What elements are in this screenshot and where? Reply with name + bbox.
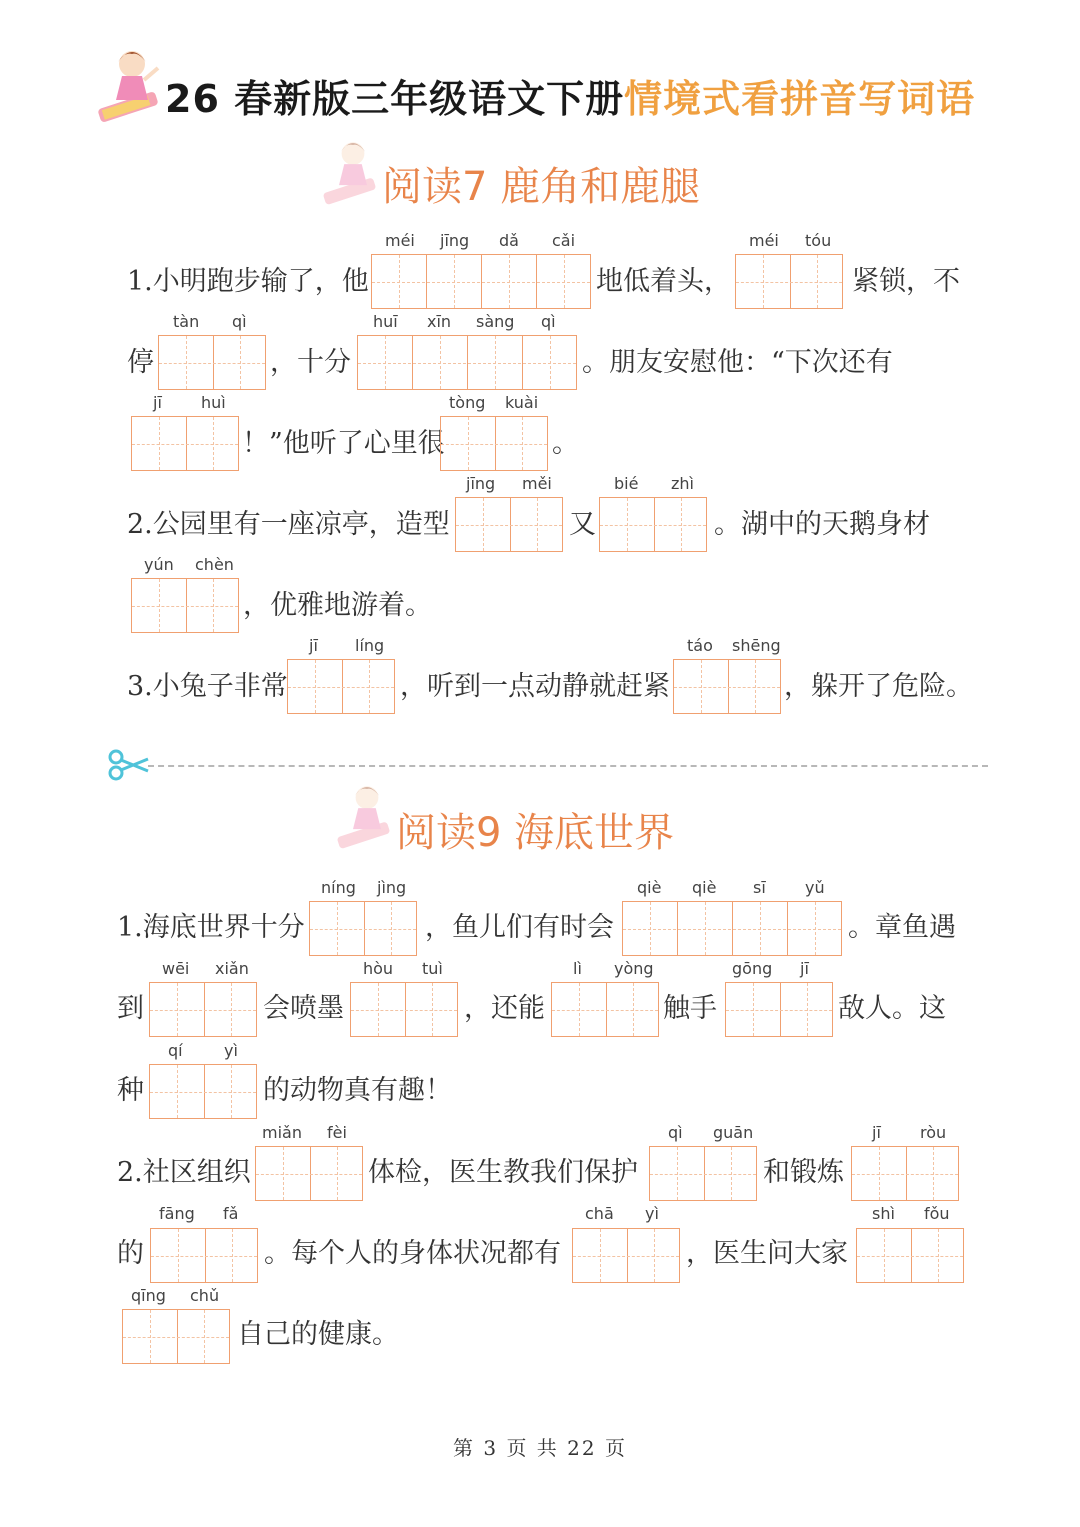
pinyin-label: shēng — [732, 636, 781, 655]
pinyin-label: fèi — [327, 1123, 347, 1142]
pinyin-label: miǎn — [262, 1123, 302, 1142]
pinyin-label: jī — [800, 959, 809, 978]
sentence-text: ，躲开了危险。 — [784, 671, 973, 702]
answer-box[interactable] — [622, 901, 842, 956]
section-title: 阅读7 鹿角和鹿腿 — [382, 164, 701, 210]
sentence-text: 3.小兔子非常 — [127, 671, 288, 702]
sentence-text: 和锻炼 — [763, 1157, 844, 1188]
pinyin-label: méi — [385, 231, 415, 250]
sentence-text: 敌人。这 — [838, 993, 946, 1024]
page-number: 第 3 页 共 22 页 — [453, 1436, 627, 1460]
pinyin-label: qiè — [692, 878, 717, 897]
pinyin-label: chā — [585, 1204, 614, 1223]
pinyin-label: fǒu — [924, 1204, 950, 1223]
pinyin-label: chèn — [195, 555, 234, 574]
sentence-text: 体检，医生教我们保护 — [368, 1157, 638, 1188]
answer-box[interactable] — [735, 254, 843, 309]
answer-box[interactable] — [287, 659, 395, 714]
pinyin-label: dǎ — [499, 231, 519, 250]
sentence-text: 。每个人的身体状况都有 — [264, 1238, 561, 1269]
answer-box[interactable] — [255, 1146, 363, 1201]
pinyin-label: fāng — [159, 1204, 195, 1223]
answer-box[interactable] — [455, 497, 563, 552]
answer-box[interactable] — [131, 416, 239, 471]
pinyin-label: jī — [872, 1123, 881, 1142]
section-title: 阅读9 海底世界 — [396, 810, 675, 856]
pinyin-label: qì — [541, 312, 556, 331]
pinyin-label: jīng — [440, 231, 470, 250]
sentence-text: 紧锁，不 — [852, 266, 960, 297]
sentence-text: 又 — [569, 509, 596, 540]
pinyin-label: fǎ — [223, 1204, 239, 1223]
pinyin-label: qì — [668, 1123, 683, 1142]
scissors-icon — [108, 749, 152, 781]
answer-box[interactable] — [150, 1228, 258, 1283]
girl-on-pencil-icon — [318, 132, 388, 212]
sentence-text: 地低着头， — [596, 266, 731, 297]
girl-on-pencil-icon — [332, 776, 402, 856]
pinyin-label: guān — [713, 1123, 754, 1142]
pinyin-label: jī — [153, 393, 162, 412]
sentence-text: 。朋友安慰他：“下次还有 — [582, 347, 893, 378]
pinyin-label: wēi — [162, 959, 190, 978]
pinyin-label: sàng — [476, 312, 515, 331]
pinyin-label: qí — [168, 1041, 183, 1060]
pinyin-label: yún — [144, 555, 174, 574]
answer-box[interactable] — [649, 1146, 757, 1201]
pinyin-label: táo — [687, 636, 713, 655]
answer-box[interactable] — [149, 982, 257, 1037]
pinyin-label: ròu — [920, 1123, 947, 1142]
answer-box[interactable] — [122, 1309, 230, 1364]
pinyin-label: qīng — [131, 1286, 166, 1305]
pinyin-label: yì — [645, 1204, 659, 1223]
pinyin-label: měi — [522, 474, 552, 493]
answer-box[interactable] — [856, 1228, 964, 1283]
sentence-text: 会喷墨 — [263, 993, 344, 1024]
pinyin-label: tóu — [805, 231, 832, 250]
answer-box[interactable] — [357, 335, 577, 390]
cut-line-divider — [148, 765, 988, 767]
pinyin-label: jìng — [377, 878, 407, 897]
pinyin-label: líng — [355, 636, 385, 655]
sentence-text: 种 — [117, 1075, 144, 1106]
sentence-text: ，优雅地游着。 — [243, 590, 432, 621]
title-highlight: 情境式看拼音写词语 — [624, 77, 976, 121]
pinyin-label: qiè — [637, 878, 662, 897]
pinyin-label: níng — [321, 878, 356, 897]
sentence-text: ，还能 — [464, 993, 545, 1024]
sentence-text: ，医生问大家 — [686, 1238, 848, 1269]
pinyin-label: huī — [373, 312, 398, 331]
pinyin-label: huì — [201, 393, 226, 412]
answer-box[interactable] — [599, 497, 707, 552]
answer-box[interactable] — [149, 1064, 257, 1119]
pinyin-label: yǔ — [805, 878, 825, 897]
pinyin-label: yòng — [614, 959, 654, 978]
answer-box[interactable] — [371, 254, 591, 309]
pinyin-label: chǔ — [190, 1286, 220, 1305]
sentence-text: 。章鱼遇 — [848, 912, 956, 943]
answer-box[interactable] — [440, 416, 548, 471]
answer-box[interactable] — [158, 335, 266, 390]
sentence-text: 的动物真有趣！ — [263, 1075, 452, 1106]
sentence-text: 停 — [127, 347, 154, 378]
pinyin-label: hòu — [363, 959, 394, 978]
pinyin-label: bié — [614, 474, 639, 493]
girl-on-pencil-logo — [92, 40, 172, 130]
pinyin-label: tòng — [449, 393, 486, 412]
sentence-text: 2.社区组织 — [117, 1157, 251, 1188]
pinyin-label: jī — [309, 636, 318, 655]
sentence-text: 1.海底世界十分 — [117, 912, 305, 943]
sentence-text: 。湖中的天鹅身材 — [714, 509, 930, 540]
answer-box[interactable] — [725, 982, 833, 1037]
answer-box[interactable] — [572, 1228, 680, 1283]
sentence-text: 触手 — [663, 993, 717, 1024]
pinyin-label: jīng — [466, 474, 496, 493]
sentence-text: 。 — [552, 428, 579, 459]
pinyin-label: gōng — [732, 959, 773, 978]
pinyin-label: cǎi — [552, 231, 576, 250]
pinyin-label: xiǎn — [215, 959, 249, 978]
pinyin-label: tàn — [173, 312, 200, 331]
answer-box[interactable] — [350, 982, 458, 1037]
pinyin-label: shì — [872, 1204, 895, 1223]
sentence-text: 的 — [117, 1238, 144, 1269]
answer-box[interactable] — [851, 1146, 959, 1201]
answer-box[interactable] — [551, 982, 659, 1037]
pinyin-label: xīn — [427, 312, 452, 331]
sentence-text: ，十分 — [270, 347, 351, 378]
answer-box[interactable] — [673, 659, 781, 714]
page-title — [165, 68, 975, 123]
pinyin-label: zhì — [671, 474, 694, 493]
pinyin-label: lì — [573, 959, 582, 978]
sentence-text: ，鱼儿们有时会 — [425, 912, 614, 943]
pinyin-label: qì — [232, 312, 247, 331]
sentence-text: 到 — [117, 993, 144, 1024]
sentence-text: 2.公园里有一座凉亭，造型 — [127, 509, 450, 540]
title-main: 26 春新版三年级语文下册 — [165, 77, 625, 121]
sentence-text: ！”他听了心里很 — [242, 428, 445, 459]
pinyin-label: yì — [224, 1041, 238, 1060]
sentence-text: 自己的健康。 — [237, 1319, 399, 1350]
sentence-text: 1.小明跑步输了，他 — [127, 266, 369, 297]
pinyin-label: kuài — [505, 393, 539, 412]
answer-box[interactable] — [131, 578, 239, 633]
pinyin-label: sī — [753, 878, 766, 897]
pinyin-label: tuì — [422, 959, 443, 978]
answer-box[interactable] — [309, 901, 417, 956]
pinyin-label: méi — [749, 231, 779, 250]
sentence-text: ，听到一点动静就赶紧 — [400, 671, 670, 702]
